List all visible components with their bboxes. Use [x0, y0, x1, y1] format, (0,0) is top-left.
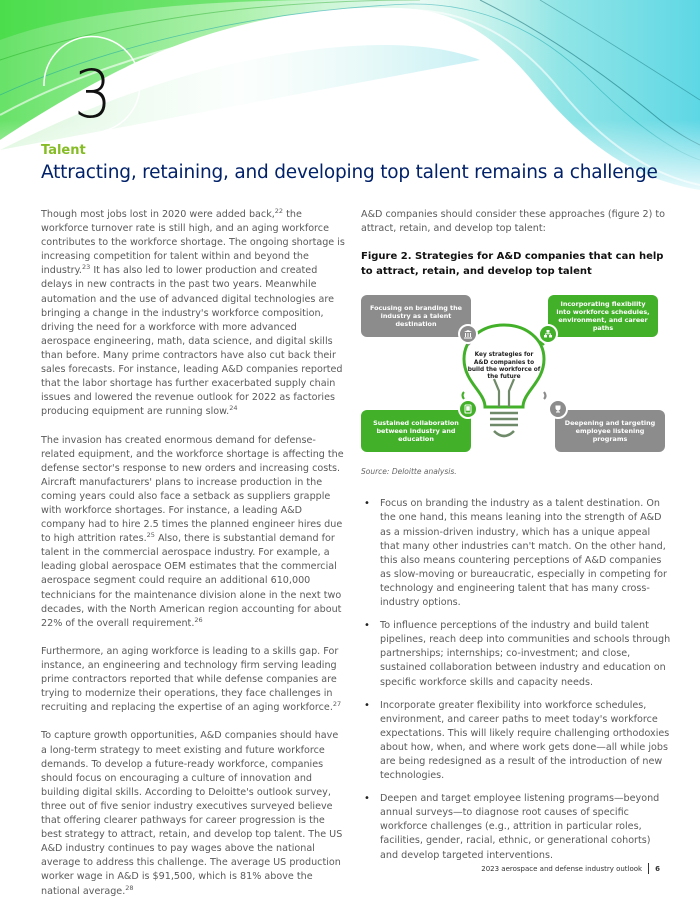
figure-title: Figure 2. Strategies for A&D companies that can help to attract, retain, and develop top talent — [361, 251, 664, 277]
strategy-box-flexibility — [548, 295, 658, 337]
right-column — [361, 208, 671, 872]
text-run: The invasion has created enormous demand for defense-related equipment, and the workforce shortage is affecting the defense sector's response to new orders and increasing costs. Aircraft manufacturers' plans to increase production in the coming years could also face a setback as suppliers grapple with workforce shortages. For instance, a leading A&D company had to hire 2.5 times the planned engineer hires due to high attrition rates. — [41, 434, 344, 545]
bullet-item: • To influence perceptions of the industry and build talent pipelines, reach deep into communities and schools through partnerships; internships; co-investment; and close, sustained collaboration between industry and education on specific workforce skills and capacity needs. — [361, 619, 671, 689]
footnote-ref[interactable]: 26 — [194, 615, 203, 624]
paragraph — [41, 434, 346, 631]
strategy-label: Deepening and targeting employee listening programs — [564, 419, 656, 444]
strategy-label: Focusing on branding the industry as a talent destination — [370, 304, 462, 329]
light-ray — [463, 392, 465, 399]
section-label: Talent — [41, 143, 86, 158]
strategy-box-branding — [361, 295, 471, 337]
footer-divider — [648, 863, 649, 874]
bullet-item: • Deepen and target employee listening programs—beyond annual surveys—to diagnose root causes of specific workforce challenges (e.g., attrition in particular roles, facilities, gender, racial, ethnic, or generational cohorts) and develop targeted interventions. — [361, 792, 671, 862]
footnote-ref[interactable]: 28 — [125, 883, 134, 892]
text-run: It has also led to lower production and created delays in new contracts in the past two years. Meanwhile automation and the use of advanced digital technologies are bringing a change in the industry's workforce composition, driving the need for a workforce with more advanced aerospace engineering, math, data science, and digital skills than before. Many prime contractors have also cut back their sales forecasts. For instance, leading A&D companies reported that the labor shortage has further exacerbated supply chain issues and lowered the revenue outlook for 2022 as factories producing equipment are running slow. — [41, 265, 343, 418]
text-run: To capture growth opportunities, A&D companies should have a long-term strategy to meet existing and future workforce demands. To develop a future-ready workforce, companies should focus on encouraging a culture of innovation and building digital skills. According to Deloitte's outlook survey, three out of five senior industry executives surveyed believe that offering clearer pathways for career progression is the best strategy to attract, retain, and develop top talent. The US A&D industry continues to pay wages above the national average to address this challenge. The average US production worker wage in A&D is $91,500, which is 81% above the national average. — [41, 730, 343, 897]
text-run: Furthermore, an aging workforce is leading to a skills gap. For instance, an engineering and technology firm serving leading prime contractors reported that while defense companies are trying to modernize their operations, they face challenges in recruiting and replacing the expertise of an aging workforce. — [41, 645, 339, 714]
lightbulb-tip — [494, 431, 514, 436]
figure-source: Source: Deloitte analysis. — [361, 467, 457, 477]
bullet-item: • Incorporate greater flexibility into workforce schedules, environment, and career paths to meet today's workforce expectations. This will likely require challenging orthodoxies about how, when, and where work gets done—all while jobs are being redesigned as a result of the introduction of new technologies. — [361, 699, 671, 784]
text-run: the workforce turnover rate is still high, and an aging workforce contributes to the workforce shortage. The ongoing shortage is increasing competition for talent within and beyond the industry. — [41, 209, 345, 277]
footnote-ref[interactable]: 24 — [229, 404, 238, 413]
paragraph — [41, 729, 346, 898]
paragraph — [41, 645, 346, 715]
publication-title: 2023 aerospace and defense industry outlook — [481, 864, 643, 873]
text-run: Though most jobs lost in 2020 were added back, — [41, 209, 275, 220]
footnote-ref[interactable]: 25 — [146, 530, 155, 539]
figure-center-text: Key strategies for A&D companies to build the workforce of the future — [467, 352, 541, 381]
page-footer — [481, 863, 660, 874]
bullet-item: • Focus on branding the industry as a talent destination. On the one hand, this means leaning into the strength of A&D as a mission-driven industry, which has a unique appeal that many other industries can't match. On the other hand, this also means countering perceptions of A&D companies as slow-moving or bureaucratic, especially in competing for technology and engineering talent that has many cross-industry options. — [361, 497, 671, 610]
strategy-label: Incorporating flexibility into workforce schedules, environment, and career paths — [556, 300, 650, 333]
text-run: Also, there is substantial demand for talent in the commercial aerospace industry. For example, a leading global aerospace OEM estimates that the commercial aerospace segment could require an additional 610,000 technicians for the maintenance division alone in the next two decades, with the North American region accounting for about 22% of the overall requirement. — [41, 533, 342, 629]
page-number: 6 — [655, 864, 660, 873]
paragraph — [41, 208, 346, 419]
footnote-ref[interactable]: 27 — [332, 700, 342, 709]
strategy-box-listening — [555, 410, 665, 452]
strategy-label: Sustained collaboration between industry and education — [373, 419, 459, 444]
page-title: Attracting, retaining, and developing top talent remains a challenge — [41, 162, 658, 183]
intro-paragraph: A&D companies should consider these approaches (figure 2) to attract, retain, and develop top talent: — [361, 209, 666, 235]
strategy-bullet-list — [361, 497, 671, 862]
strategy-box-collaboration — [361, 410, 471, 452]
left-column — [41, 208, 346, 906]
strategies-figure — [358, 287, 688, 463]
section-number: 3 — [74, 56, 110, 133]
footnote-ref[interactable]: 22 — [274, 206, 284, 215]
light-ray — [544, 392, 546, 399]
footnote-ref[interactable]: 23 — [81, 263, 91, 272]
